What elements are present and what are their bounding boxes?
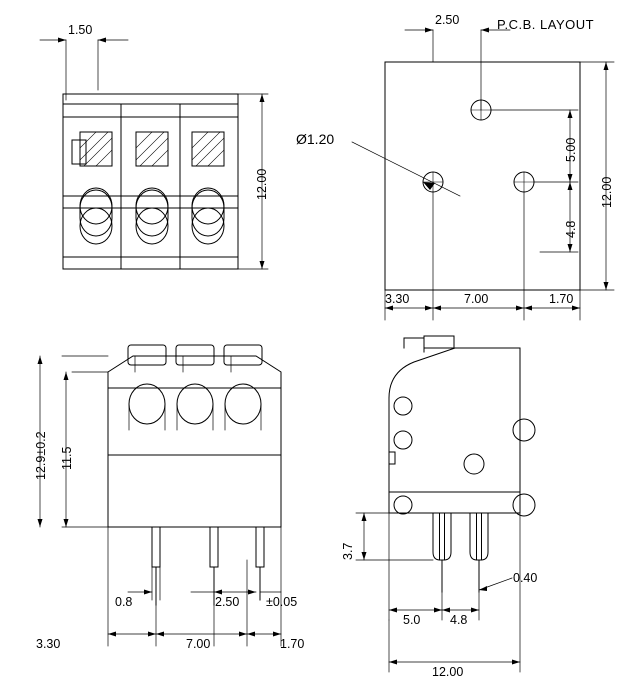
pcb-layout-geometry bbox=[352, 28, 614, 321]
dim-pcb-bottom-left: 3.30 bbox=[385, 292, 410, 306]
dim-hole-diameter: Ø1.20 bbox=[296, 131, 335, 147]
dim-pcb-lower-vert: 4.8 bbox=[564, 220, 578, 238]
dim-end-pin-height: 3.7 bbox=[341, 542, 355, 560]
dim-front-pitch: 1.50 bbox=[68, 23, 93, 37]
dim-pin-pitch: 2.50 bbox=[215, 595, 240, 609]
dim-end-base-right: 4.8 bbox=[450, 613, 468, 627]
dim-pcb-bottom-mid: 7.00 bbox=[464, 292, 489, 306]
dim-side-bottom-left: 3.30 bbox=[36, 637, 61, 651]
dim-side-inner-height: 11.5 bbox=[60, 446, 74, 470]
dim-side-outer-height: 12.9±0.2 bbox=[34, 431, 48, 480]
side-view-geometry bbox=[38, 345, 282, 646]
dim-pcb-bottom-right: 1.70 bbox=[549, 292, 574, 306]
dim-pcb-overall-vert: 12.00 bbox=[600, 176, 614, 208]
dim-pcb-pitch: 2.50 bbox=[435, 13, 460, 27]
dim-side-bottom-right: 1.70 bbox=[280, 637, 305, 651]
dim-end-base-left: 5.0 bbox=[403, 613, 421, 627]
dim-pin-width: 0.8 bbox=[115, 595, 133, 609]
dim-pin-pitch-tolerance: ±0.05 bbox=[266, 595, 298, 609]
dim-end-pin-thickness: 0.40 bbox=[513, 571, 538, 585]
sheet-title: P.C.B. LAYOUT bbox=[497, 17, 595, 32]
dim-front-height: 12.00 bbox=[255, 168, 269, 200]
front-view-geometry bbox=[40, 38, 268, 270]
dim-side-bottom-mid: 7.00 bbox=[186, 637, 211, 651]
dim-end-overall-width: 12.00 bbox=[432, 665, 464, 679]
end-view-geometry bbox=[356, 336, 538, 672]
dim-pcb-inner-vert: 5.00 bbox=[564, 137, 578, 162]
